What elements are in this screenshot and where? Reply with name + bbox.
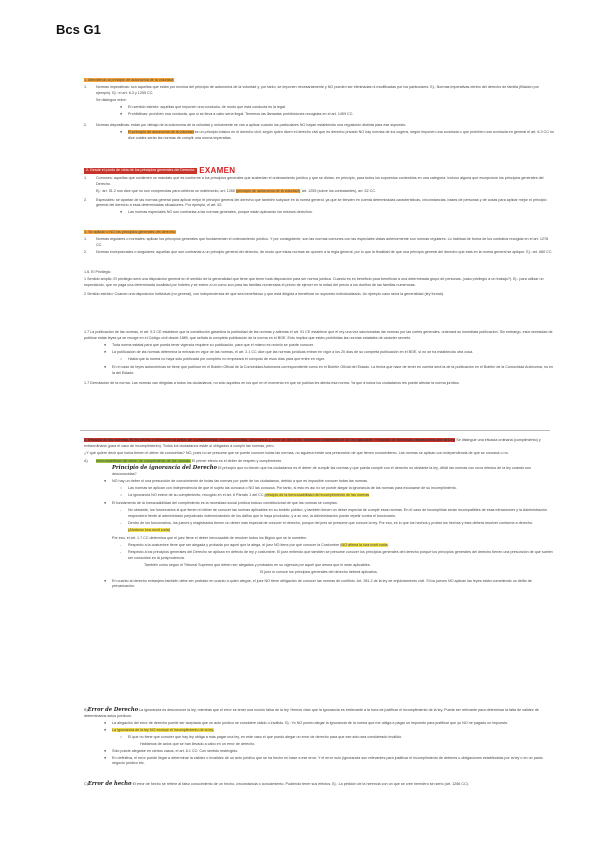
item-text: Normas imperativas: son aquellas que están por encima del principio de autonomía de la voluntad y, por tanto, se imponen necesariamente y NO pueden ser eliminadas ni modificadas por los particulares. Ej.: Normas imperativas dentro del derecho de familia (filiación por ejemplo). Ej.: el art. 6.3 y 1255 CC. — [96, 84, 539, 95]
item-label: A) — [84, 459, 88, 464]
bullet-text: Las normas especiales NO son contrarias a las normas generales, porque están aplicando los mismos derechos. — [128, 210, 313, 215]
highlight-text: (principio de autonomía de la voluntad) — [236, 188, 300, 193]
bullet-text: Las normas se aplican con independencia de que el sujeto las conozca o NO las conozca. Por tanto, si esto es así no se puede alegar la ignorancia de las normas para excusarse de su incumplimiento. — [128, 485, 457, 490]
item-text: Especiales: se apartan de las normas general para aplicar mejor el principio general del derecho que también subyace en la norma general, ya que se tienden en cuenta determinadas características, circunstancias, bases de personas y de cosas para aplicar mejor el principio general del derecho a esas determinadas situaciones. Por ejemplo, el art. 52. — [96, 197, 547, 208]
paragraph: El error de hecho se refiere al falso conocimiento de un hecho, circunstancia o conocimiento. Pudiendo tener sus efectos. Ej.: La petición de la herencia con un que se cree heredero sin serlo (art. 1266 CC). — [132, 782, 469, 786]
bullet-text: Prohibitivas: prohíben una conducta, que si se lleva a cabo sería ilegal. Tenemos las llamadas prohibiciones recogidas en el art. 1459 CC. — [128, 111, 354, 116]
paragraph: Hablamos de actos que se han llevado a cabo en un error de derecho. — [140, 741, 256, 746]
section-publicacion — [84, 330, 554, 388]
paragraph: 1.7 Derrotación de la norma. Las normas van dirigidas a todos los ciudadanos, no sólo aquellos en los que en el momento en que se publica les afecta esa norma. Ya que a todos los ciudadanos les puede afectar la norma jurídica. — [84, 381, 460, 386]
bullet-icon: ● — [120, 111, 123, 116]
bullet-text: es un principio básico en el derecho civil, según quien dicen el derecho civil que es derecho privado NO hay normas de ius cogens, según imponen una conducta o que prohíben una conducta en general el art. 6.3 CC no dice cuáles serán las normas de cumplir una norma imperativa. — [128, 130, 554, 140]
bullet-text: Toda norma estatal para que pueda tener vigencia requiere su publicación, para que el mismo es notorio se puede conocer. — [112, 342, 314, 347]
item-text: Comunes: aquellas que contienen un mandato que es conforme a los principios generales que sustentan el ordenamiento jurídico y que se dictan, en principio, para todos los supuestos contenidos en una categoría. Incluso alguna que excepcione los principios generales del Derecho. — [96, 176, 544, 186]
bullet-text: Dentro de los funcionarios, los jueces y magistrados tienen un deber más especial de conocer el derecho, porque del juez se presume que conoce la ley. Por eso, es lo que los hechos y probar los hechos y ésta deberá resolver conforme a derecho. — [128, 520, 533, 525]
bullet-icon: ● — [104, 727, 107, 732]
item-number: 1. — [84, 84, 88, 89]
bullet-icon: ○ — [120, 492, 123, 497]
bullet-text: ). — [387, 543, 390, 548]
paragraph: El juez sí conoce los principios generales del derecho deberá aplicarlos. — [260, 569, 378, 574]
item-number: 1. — [84, 176, 88, 181]
section-heading: 3. Se aplican o NO los principios generales del derecho: — [84, 230, 176, 234]
bullet-icon: ● — [120, 210, 123, 215]
bullet-icon: ● — [120, 130, 123, 135]
bullet-text: En sentido estricto: aquellas que imponen una conducta, de modo que esta conducta es la legal. — [128, 104, 286, 109]
bullet-text: No obstante, los funcionarios si que tienen el deber de conocer las normas aplicables en su ámbito público, y también tienen un deber especial de cumplir esas normas. En el caso de incumplirlas serán incompatibles de esas infracciones y la Administración responderá frente al administrado perjudicado indemnizándolo de los daños que le haya producido, y a su vez, la Administración puede repetir contra el funcionario. — [128, 508, 547, 518]
bullet-text: El que no tiene que conocer que hay ley obliga a más pagar una ley, en este caso el que puedo alegar un error de derecho para que ese acto sea considerado inválido. — [128, 734, 403, 739]
bullet-text: La alegación del error de derecho puede ser aceptada que un acto jurídico se considere válido o inválido. Ej.: Yo NO puedo alegar la ignorancia de la norma que me obliga a pagar un impuesto para justificar que yo NO he pagado un impuesto. — [112, 720, 509, 725]
item-text: Normas excepcionales o singulares: aquellas que son contrarias a un principio general del derecho, de modo que estas normas se oponen a la regla general, por lo que la finalidad de que una principio general del derecho que está en la norma general se aplique. Ej.: art. 680 CC. — [96, 249, 553, 254]
item-number: 2. — [84, 123, 88, 128]
item-text: El primer efecto es el deber de respeto y cumplimiento. — [190, 459, 283, 464]
bullet-text: La publicación de las normas determina la entrada en vigor de las normas, el art. 2.1 CC dice que las normas jurídicas entran en vigor a los 20 días de su completa publicación en el BOE, si no se ha establecido otra cosa. — [112, 349, 474, 354]
highlight-text: NO afirma la iura novit curia — [341, 543, 388, 548]
bullet-icon: ● — [104, 365, 107, 370]
bullet-icon: ● — [104, 478, 107, 483]
paragraph: El principio que no tienen que los ciudadanos es el deber de cumplir las normas y que pueda cumplir con el derecho no obstante la ley, difícil las normas con unos efectos de la ley cuando son desconocidas? — [112, 466, 532, 476]
bullet-icon: - — [120, 520, 122, 525]
bullet-text: En el caso de leyes autonómicas se tiene que publicar en el Boletín Oficial de la Comunidad Autónoma correspondiente como en el Boletín Oficial del Estado. La fecha que hace de tener en cuenta será la de la publicación en el Boletín de la Comunidad Autónoma, no en la del Estado. — [112, 365, 554, 375]
bullet-icon: ○ — [120, 485, 123, 490]
bullet-text: Hasta que la norma no haya sido publicada por completo no empezará el cómputo de esos días para que entre en vigor. — [128, 356, 325, 361]
highlight-text: (Aforismo iura novit curia) — [128, 527, 171, 532]
bullet-text: En definitiva, el error puede llegar a determinar la validez o invalidez de un acto jurídico que se ha hecho en base a ese error. Y el error nulo (ignorancia son relevantes para justificar el incumplimiento de deberes u obligaciones establecidas por la ley o en un pacto negocio jurídico etc. — [112, 755, 543, 766]
bullet-icon: ○ — [120, 734, 123, 739]
bullet-text: Respecto a los principios generales del Derecho se aplican en defecto de ley y costumbre. El juez entiendo que también se presume conocer los principios generales del derecho porque los principios generales del derecho tienen una presunción de que suelen ser conocidos en la jurisprudencia. — [128, 550, 553, 560]
bullet-icon: ○ — [120, 356, 123, 361]
section-divider — [80, 430, 550, 431]
item-text: Ej.: art. 51.2 nos dice que no son comprendas para celebrar un matrimonio, art. 1265 — [96, 188, 236, 193]
section-heading: 2. Eficacia de las normas. El fin último e inherente al deber de cumplimiento: inexcusabilidad, ignorancia y error de derecho; exclusión voluntaria de la Ley aplicable; renuncia de derechos reconocidos por la Ley. — [84, 438, 456, 442]
handwritten-note: Principio de ignorancia del Derecho — [112, 465, 218, 472]
section-error-derecho — [84, 708, 554, 768]
section-principios — [84, 166, 554, 217]
bullet-text: La ignorancia NO exime de su cumplimiento, recogido en el art. 6 Párrafo 1 del CC — [128, 492, 264, 497]
item-label: C) — [84, 782, 88, 786]
section-heading: 2. Desde el punto de vista de los principios generales del Derecho: — [86, 168, 196, 173]
exam-tag: EXAMEN — [199, 166, 236, 175]
item-number: 2. — [84, 197, 88, 202]
bullet-icon: ● — [104, 748, 107, 753]
highlight-text: La ignorancia de la ley NO excluye el incumplimiento de la ley. — [112, 727, 215, 732]
document-title: Bcs G1 — [56, 22, 101, 37]
handwritten-note: Error de hecho — [87, 781, 132, 787]
section-heading-rest: Se distingue una eficacia ordinaria (cumplimiento) y extraordinaria (para el caso de incumplimiento). Todos los ciudadanos están sí obligados a cumplir las normas, pero, — [84, 438, 541, 448]
bullet-text: En cuanto al derecho extranjero también debe ser probado en cuanto a quien alegue, el juez NO tiene obligación de conocer las normas de conflicto. Art. 281.2 de la ley de enjuiciamiento civil. Si los jueces NO aplican las leyes están cometiendo un delito de prevaricación. — [112, 578, 532, 589]
section-heading: 1. Atendiendo al principio de autonomía de la voluntad: — [84, 78, 174, 82]
paragraph: ¿Y qué quiere decir que todos tienen el deber de conocerlas? NO, pues no se presume que se puede conocer todas las normas, no siguiera existe una presunción de que tienen conocimiento. Las normas se aplican con independencia de que se conozca o no. — [84, 450, 509, 455]
section-regulares — [84, 230, 554, 257]
section-autonomia — [84, 78, 554, 143]
paragraph: Por eso, el art. 1.7 CC determina que el juez tiene el deber inexcusable de resolver todos los litigios que se le someten. — [112, 536, 308, 541]
bullet-icon: - — [120, 508, 122, 513]
section-heading: 1.6. El Privilegio — [84, 270, 111, 274]
bullet-icon: ● — [104, 720, 107, 725]
bullet-icon: ● — [104, 342, 107, 347]
handwritten-note: Error de Derecho — [87, 707, 139, 713]
highlight-text: principio de la inexcusabilidad del incumplimiento de las normas — [264, 492, 370, 497]
bullet-text: Sólo puede alegarse en ciertos casos, el art. 6.1 CC: Con sentido restringido. — [112, 748, 239, 753]
item-number: 2. — [84, 249, 88, 254]
item-text: , art. 1255 (sobre los contratantes), art. 52 CC. — [299, 188, 377, 193]
bullet-icon: ● — [104, 578, 107, 583]
bullet-icon: ● — [120, 104, 123, 109]
bullet-icon: ● — [104, 349, 107, 354]
lead-text: Se distingue entre: — [96, 97, 127, 102]
section-eficacia — [84, 438, 554, 591]
bullet-text: NO hay un deber ni una presunción de conocimiento de todas las normas por parte de los ciudadanos, debido a que es imposible conocer todas las normas. — [112, 478, 369, 483]
highlight-text: Inexcusabilidad del deber de cumplimiento de las normas. — [96, 459, 191, 464]
paragraph: La ignorancia es desconocer la ley, mientras que el error es tener una noción falsa de la ley. Hemos visto que la ignorancia es irrelevante a la hora de justificar el incumplimiento de la ley. Puede ser relevante para determinar la falta de validez de determinados actos jurídicos. — [84, 708, 539, 718]
paragraph: 1.7 La publicación de las normas, el art. 9.3 CE establece que la constitución garantiza la publicidad de las normas y además el art. 91 CE establece que el rey una vez sancionadas las normas por las cortes generales, ordenará su inmediata publicación. Sin embargo, esta necesidad de publicar estas leyes ya se recoge en el Código civil desde 1889, que señala la completa publicación de la norma en el BOE. Esto implica que están prohibidas las normas estatales de carácter secreto. — [84, 330, 553, 340]
bullet-icon: - — [120, 543, 122, 548]
paragraph: 1 Sentido amplio: El privilegio será una disposición general en el sentido de la generalidad que tiene que tener toda disposición para ser norma jurídica. Cuando es en beneficio para beneficiar a una determinada grupo de personas, (caso privilegio a un trabajo?). Ej.: para utilizar un espectáculo, que no paga una determinada localidad por hoteles y se exime a un como son para las familias numerosas el precio de ejercer en la mitad del precio a los dueños de las familias numerosas. — [84, 276, 544, 287]
bullet-icon: - — [120, 550, 122, 555]
section-privilegio — [84, 270, 554, 299]
paragraph: 2 Sentido estricto: Cuando una disposición individual (no general), con independencia de que sea beneficioso y que está dirigida a beneficiar un supuesto individualizado. Un ejemplo caso sería la generalidad (ley formal). — [84, 292, 444, 297]
section-error-hecho — [84, 782, 554, 789]
bullet-icon: ● — [104, 755, 107, 760]
bullet-text: El fundamento de la inexcusabilidad del cumplimiento es la necesidad social jurídica incluso constitucional de que las normas se cumplan. — [112, 501, 338, 506]
paragraph: También cómo según el Tribunal Supremo que deben ser alegados y probados en su vigencia por aquel que desea que le sean aplicables. — [144, 562, 371, 567]
item-text: Normas dispositivas: están por debajo de la autonomía de la voluntad y únicamente se van a aplicar cuando los particulares NO hayan establecido una regulación distinta para ese supuesto. — [96, 123, 407, 128]
item-label: B) — [84, 708, 88, 712]
item-number: 1. — [84, 236, 88, 241]
item-text: Normas regulares o normales: aplican los principios generales que fundamentan el ordenamiento jurídico. Y por consiguiente, son las normas comunes con las especiales vistas anteriormente son normas regulares. Lo habitual de forma de los contratos recogida en el art. 1278 CC. — [96, 236, 549, 247]
highlight-text: El principio de autonomía de la voluntad — [128, 130, 194, 135]
bullet-text: Respecto a la costumbre tiene que ser alegada y probada por aquel que la alega, el juez NO tiene por qué conocer la Costumbre ( — [128, 543, 342, 548]
bullet-icon: ● — [104, 501, 107, 506]
